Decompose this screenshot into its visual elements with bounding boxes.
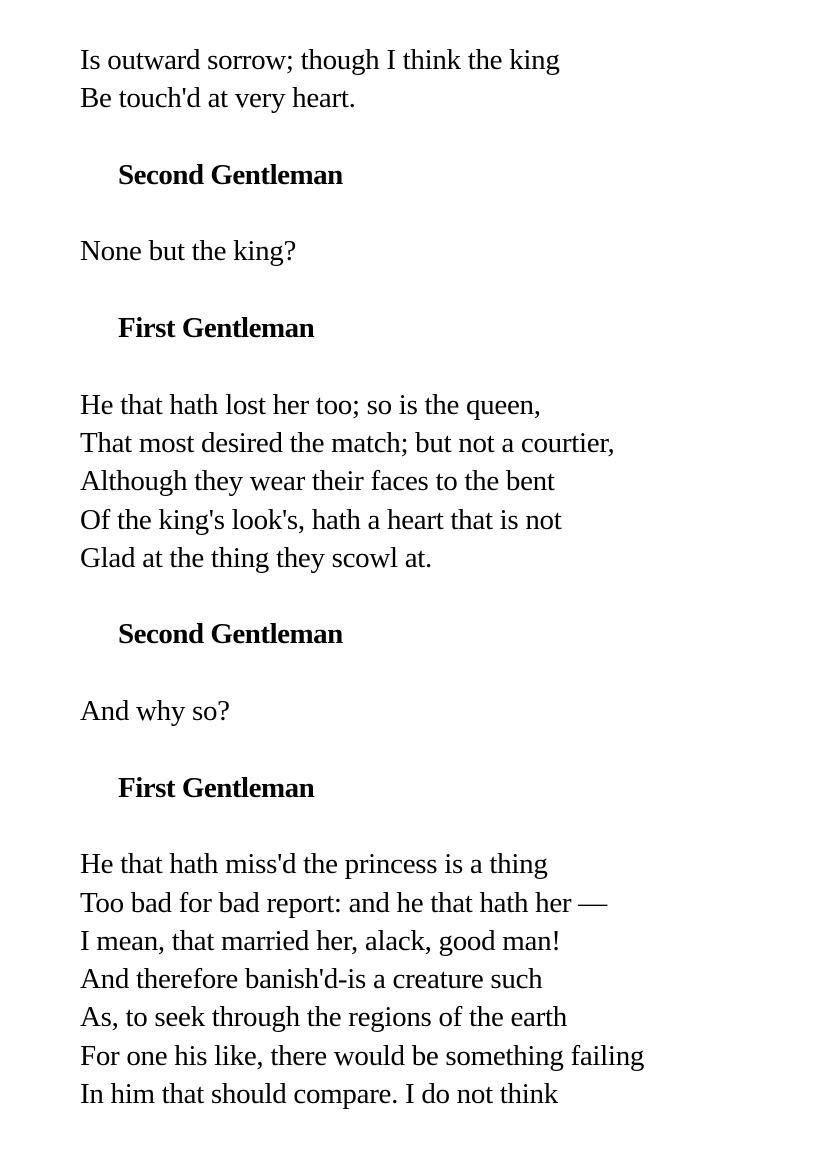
play-text xyxy=(80,41,800,1113)
verse-line: He that hath lost her too; so is the queen, xyxy=(80,388,541,421)
verse-line: Is outward sorrow; though I think the king xyxy=(80,44,560,76)
speaker-name: First Gentleman xyxy=(118,771,315,804)
verse-line: And therefore banish'd-is a creature such xyxy=(80,963,543,996)
verse-line: For one his like, there would be something failing xyxy=(80,1039,645,1072)
verse-line: That most desired the match; but not a courtier, xyxy=(80,426,615,459)
speech-block xyxy=(80,232,800,270)
speaker-name: Second Gentleman xyxy=(118,158,343,191)
verse-line: In him that should compare. I do not think xyxy=(80,1078,558,1111)
verse-line: He that hath miss'd the princess is a thing xyxy=(80,848,548,881)
verse-line: Of the king's look's, hath a heart that is not xyxy=(80,503,562,536)
speech-block xyxy=(80,692,800,730)
verse-line: And why so? xyxy=(80,695,230,728)
speech-block xyxy=(80,845,800,1113)
speaker-name: First Gentleman xyxy=(118,312,315,345)
speech-block xyxy=(80,386,800,577)
verse-line: Too bad for bad report: and he that hath her — xyxy=(80,886,607,919)
verse-line: Glad at the thing they scowl at. xyxy=(80,541,433,574)
speech-block xyxy=(80,41,800,118)
verse-line: As, to seek through the regions of the earth xyxy=(80,1001,567,1034)
speaker-name: Second Gentleman xyxy=(118,618,343,651)
verse-line: Be touch'd at very heart. xyxy=(80,82,356,115)
verse-line: None but the king? xyxy=(80,235,297,268)
verse-line: Although they wear their faces to the bent xyxy=(80,465,555,498)
verse-line: I mean, that married her, alack, good man! xyxy=(80,924,561,957)
